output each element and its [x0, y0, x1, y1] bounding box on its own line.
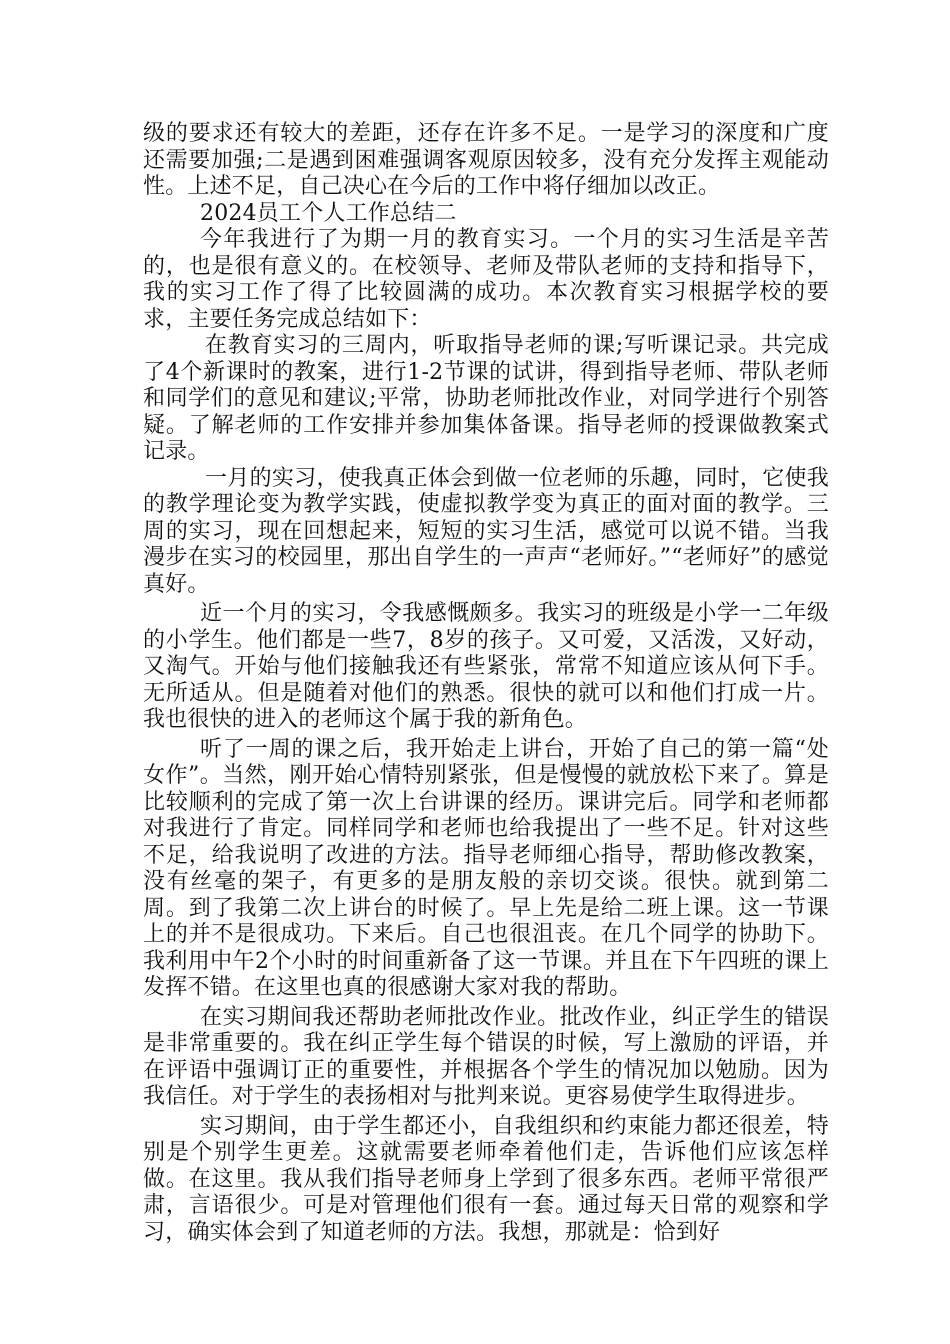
- paragraph-4: 一月的实习，使我真正体会到做一位老师的乐趣，同时，它使我的教学理论变为教学实践，使虚拟教学变为真正的面对面的教学。三周的实习，现在回想起来，短短的实习生活，感觉可以说不错。当我漫步在实习的校园里，那出自学生的一声声“老师好。”“老师好”的感觉真好。: [143, 465, 829, 597]
- paragraph-7: 在实习期间我还帮助老师批改作业。批改作业，纠正学生的错误是非常重要的。我在纠正学生每个错误的时候，写上激励的评语，并在评语中强调订正的重要性，并根据各个学生的情况加以勉励。因为我信任。对于学生的表扬相对与批判来说。更容易使学生取得进步。: [143, 1004, 829, 1109]
- document-page: [143, 121, 829, 1246]
- paragraph-3: 在教育实习的三周内，听取指导老师的课;写听课记录。共完成了4个新课时的教案，进行1-2节课的试讲，得到指导老师、带队老师和同学们的意见和建议;平常，协助老师批改作业，对同学进行个别答疑。了解老师的工作安排并参加集体备课。指导老师的授课做教案式记录。: [143, 333, 829, 464]
- paragraph-6: 听了一周的课之后，我开始走上讲台，开始了自己的第一篇“处女作”。当然，刚开始心情特别紧张，但是慢慢的就放松下来了。算是比较顺利的完成了第一次上台讲课的经历。课讲完后。同学和老师都对我进行了肯定。同样同学和老师也给我提出了一些不足。针对这些不足，给我说明了改进的方法。指导老师细心指导，帮助修改教案，没有丝毫的架子，有更多的是朋友般的亲切交谈。很快。就到第二周。到了我第二次上讲台的时候了。早上先是给二班上课。这一节课上的并不是很成功。下来后。自己也很沮丧。在几个同学的协助下。我利用中午2个小时的时间重新备了这一节课。并且在下午四班的课上发挥不错。在这里也真的很感谢大家对我的帮助。: [143, 736, 829, 1000]
- paragraph-5: 近一个月的实习，令我感慨颇多。我实习的班级是小学一二年级的小学生。他们都是一些7，8岁的孩子。又可爱，又活泼，又好动，又淘气。开始与他们接触我还有些紧张，常常不知道应该从何下手。无所适从。但是随着对他们的熟悉。很快的就可以和他们打成一片。我也很快的进入的老师这个属于我的新角色。: [143, 601, 829, 732]
- paragraph-1: 级的要求还有较大的差距，还存在许多不足。一是学习的深度和广度还需要加强;二是遇到困难强调客观原因较多，没有充分发挥主观能动性。上述不足，自己决心在今后的工作中将仔细加以改正。: [143, 121, 829, 199]
- paragraph-2: 今年我进行了为期一月的教育实习。一个月的实习生活是辛苦的，也是很有意义的。在校领导、老师及带队老师的支持和指导下，我的实习工作了得了比较圆满的成功。本次教育实习根据学校的要求，主要任务完成总结如下：: [143, 227, 829, 332]
- section-heading: 2024员工个人工作总结二: [200, 200, 457, 226]
- paragraph-8: 实习期间，由于学生都还小，自我组织和约束能力都还很差，特别是个别学生更差。这就需要老师牵着他们走，告诉他们应该怎样做。在这里。我从我们指导老师身上学到了很多东西。老师平常很严肃，言语很少。可是对管理他们很有一套。通过每天日常的观察和学习，确实体会到了知道老师的方法。我想，那就是：恰到好: [143, 1113, 829, 1245]
